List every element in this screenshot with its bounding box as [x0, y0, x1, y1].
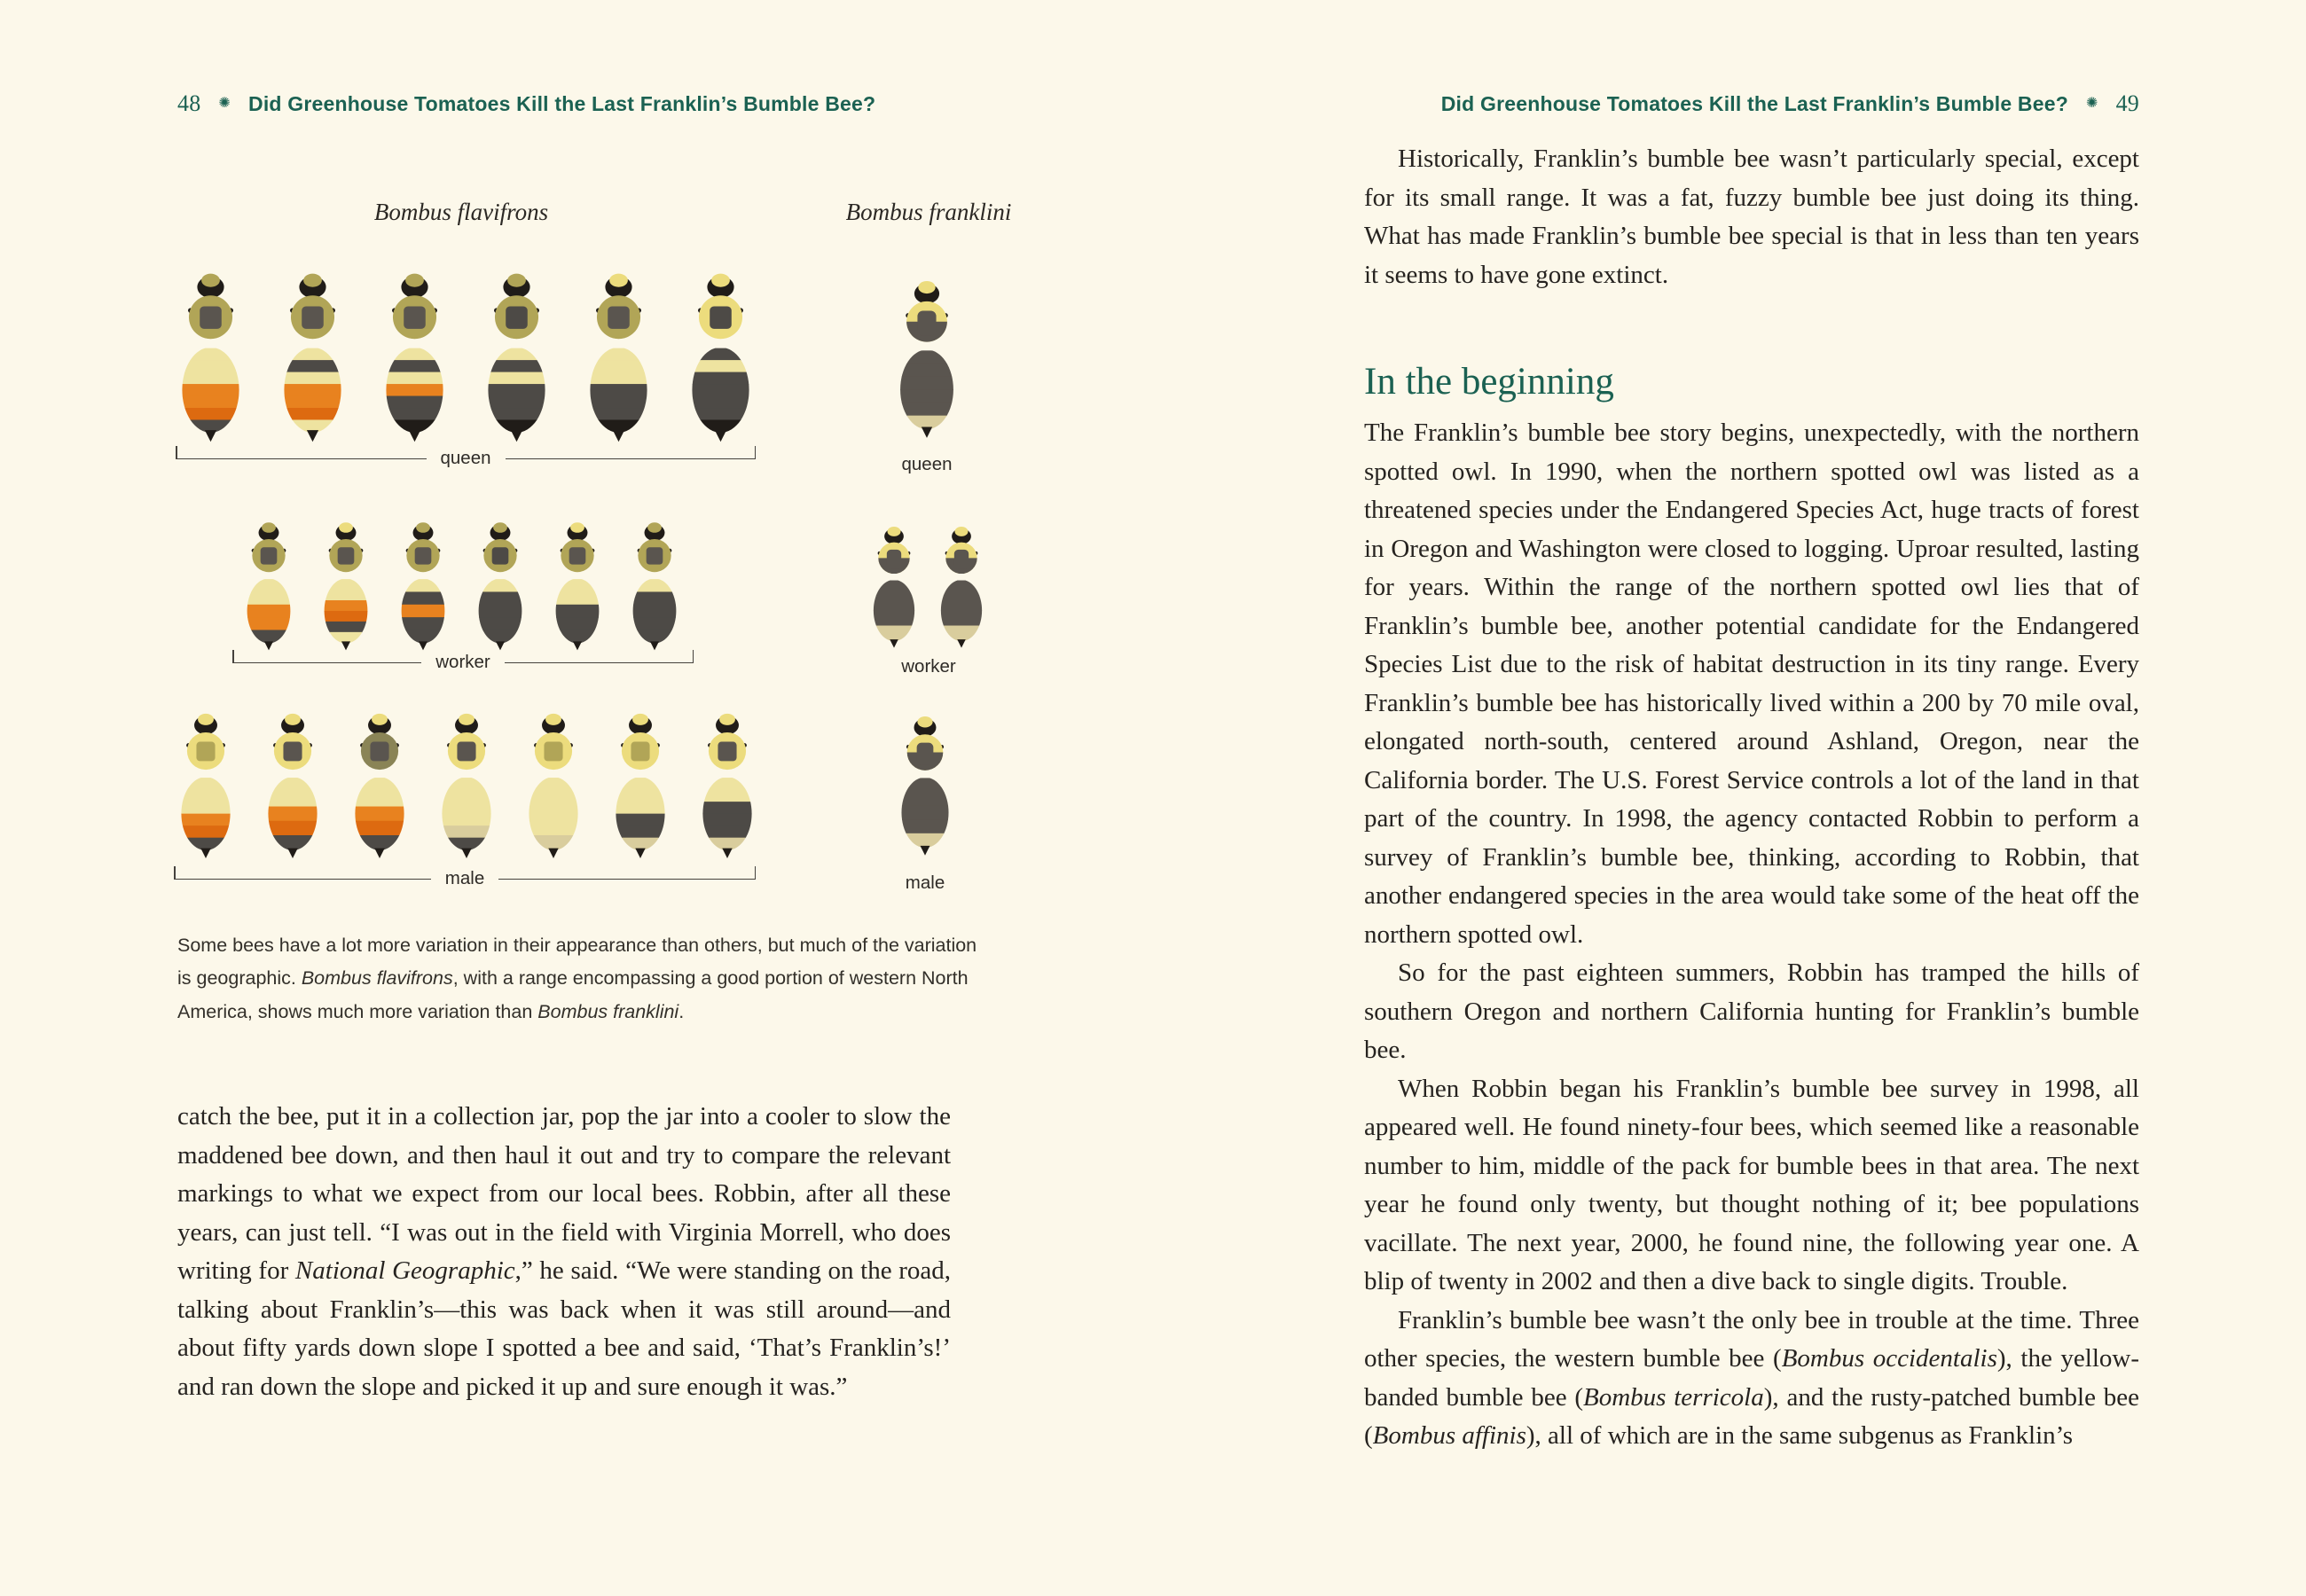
page-number-left: 48 — [177, 90, 201, 116]
running-title-left: Did Greenhouse Tomatoes Kill the Last Franklin’s Bumble Bee? — [248, 91, 876, 115]
caste-label-franklini-male: male — [905, 872, 945, 893]
paragraph: Historically, Franklin’s bumble bee wasn’t particularly special, except for its small range. It was a fat, fuzzy bumble bee just doing its thing. What has made Franklin’s bumble bee special is that in less than ten years it seems to have gone extinct. — [1364, 145, 2139, 289]
running-head-left — [177, 90, 875, 117]
species-label-flavifrons: Bombus flavifrons — [373, 199, 549, 225]
caste-label: worker — [435, 651, 490, 672]
bee-illustration-flavifrons-queen — [475, 269, 559, 450]
caste-label-franklini-queen: queen — [901, 454, 953, 474]
running-head-right — [1441, 90, 2139, 117]
section-heading: In the beginning — [1364, 361, 1614, 403]
page-number-right: 49 — [2115, 90, 2139, 116]
paragraph: Franklin’s bumble bee wasn’t the only bee in trouble at the time. Three other species, the western bumble bee (Bombus occidentalis), the yellow-banded bumble bee (Bombus terricola), and the rusty-patched bumble bee (Bombus affinis), all of which are in the same subgenus as Franklin’s — [1364, 1305, 2139, 1451]
starburst-ornament-icon: ✺ — [218, 94, 231, 111]
paragraph: When Robbin began his Franklin’s bumble bee survey in 1998, all appeared well. He found ninety-four bees, which seemed like a reasonable number to him, middle of the pack for bumble bees in that area. The next year he found only twenty, but thought nothing of it; bee populations vacillate. The next year, 2000, he found nine, the following year one. A blip of twenty in 2002 and then a dive back to single digits. Trouble. — [1364, 1074, 2139, 1296]
species-label-franklini: Bombus franklini — [845, 199, 1012, 225]
body-text-left — [177, 1098, 951, 1406]
bee-illustration-flavifrons-male — [604, 709, 677, 866]
caste-bracket-worker — [232, 650, 694, 672]
bee-illustration-flavifrons-queen — [373, 269, 457, 450]
bee-illustration-flavifrons-worker — [545, 519, 609, 658]
paragraph: So for the past eighteen summers, Robbin has tramped the hills of southern Oregon and northern California hunting for Franklin’s bumble bee. — [1364, 958, 2139, 1065]
bee-illustration-flavifrons-worker — [391, 519, 455, 658]
bee-illustration-franklini-male — [890, 711, 960, 864]
bee-illustration-flavifrons-worker — [237, 519, 301, 658]
bee-illustration-franklini-queen — [888, 273, 966, 450]
bee-illustration-flavifrons-male — [691, 709, 764, 866]
caste-bracket-queen — [176, 446, 756, 468]
bee-illustration-flavifrons-male — [169, 709, 242, 866]
caste-label-franklini-worker: worker — [901, 656, 956, 677]
bee-illustration-flavifrons-male — [343, 709, 416, 866]
caste-label: male — [444, 867, 485, 888]
bee-illustration-flavifrons-worker — [468, 519, 532, 658]
bee-illustration-flavifrons-male — [430, 709, 503, 866]
bee-illustration-flavifrons-queen — [576, 269, 661, 450]
bee-illustration-flavifrons-worker — [623, 519, 686, 658]
bee-illustration-flavifrons-queen — [271, 269, 355, 450]
caste-label: queen — [440, 447, 491, 468]
body-text-right — [1364, 140, 2139, 1456]
paragraph: The Franklin’s bumble bee story begins, unexpectedly, with the northern spotted owl. In 1990, when the northern spotted owl was listed as a threatened species under the Endangered Species Act, huge tracts of forest in Oregon and Washington were closed to logging. Uproar resulted, lasting for years. Within the range of the northern spotted owl lies that of Franklin’s bumble bee, another potential candidate for the Endangered Species List due to the risk of habitat destruction in its tiny range. Every Franklin’s bumble bee has historically lived within a 200 by 70 mile oval, elongated north-south, centered around Ashland, Oregon, near the California border. The U.S. Forest Service controls a lot of the land in that part of the country. In 1998, the agency contacted Robbin to perform a survey of Franklin’s bumble bee, thinking, according to Robbin, that another endangered species in the area would take some of the heat off the northern spotted owl. — [1364, 419, 2139, 949]
starburst-ornament-icon: ✺ — [2085, 94, 2098, 111]
running-title-right: Did Greenhouse Tomatoes Kill the Last Franklin’s Bumble Bee? — [1440, 91, 2068, 115]
bee-illustration-franklini-worker — [864, 521, 924, 657]
paragraph: catch the bee, put it in a collection jar, pop the jar into a cooler to slow the maddened bee down, and then haul it out and try to compare the relevant markings to what we expect from our local bees. Robbin, after all these years, can just tell. “I was out in the field with Virginia Morrell, who does writing for National Geographic,” he said. “We were standing on the road, talking about Franklin’s—this was back when it was still around—and about fifty yards down slope I spotted a bee and said, ‘That’s Franklin’s!’ and ran down the slope and picked it up and sure enough it was.” — [177, 1102, 952, 1401]
bee-illustration-flavifrons-queen — [678, 269, 763, 450]
figure-caption: Some bees have a lot more variation in their appearance than others, but much of the variation is geographic. Bombus flavifrons, with a range encompassing a good portion of western North America, shows much more variation than Bombus franklini. — [177, 935, 977, 1022]
bee-illustration-flavifrons-male — [256, 709, 329, 866]
bee-illustration-flavifrons-worker — [314, 519, 378, 658]
bee-illustration-flavifrons-queen — [169, 269, 253, 450]
bee-illustration-franklini-worker — [931, 521, 992, 657]
bee-illustration-flavifrons-male — [517, 709, 590, 866]
caste-bracket-male — [174, 866, 756, 888]
